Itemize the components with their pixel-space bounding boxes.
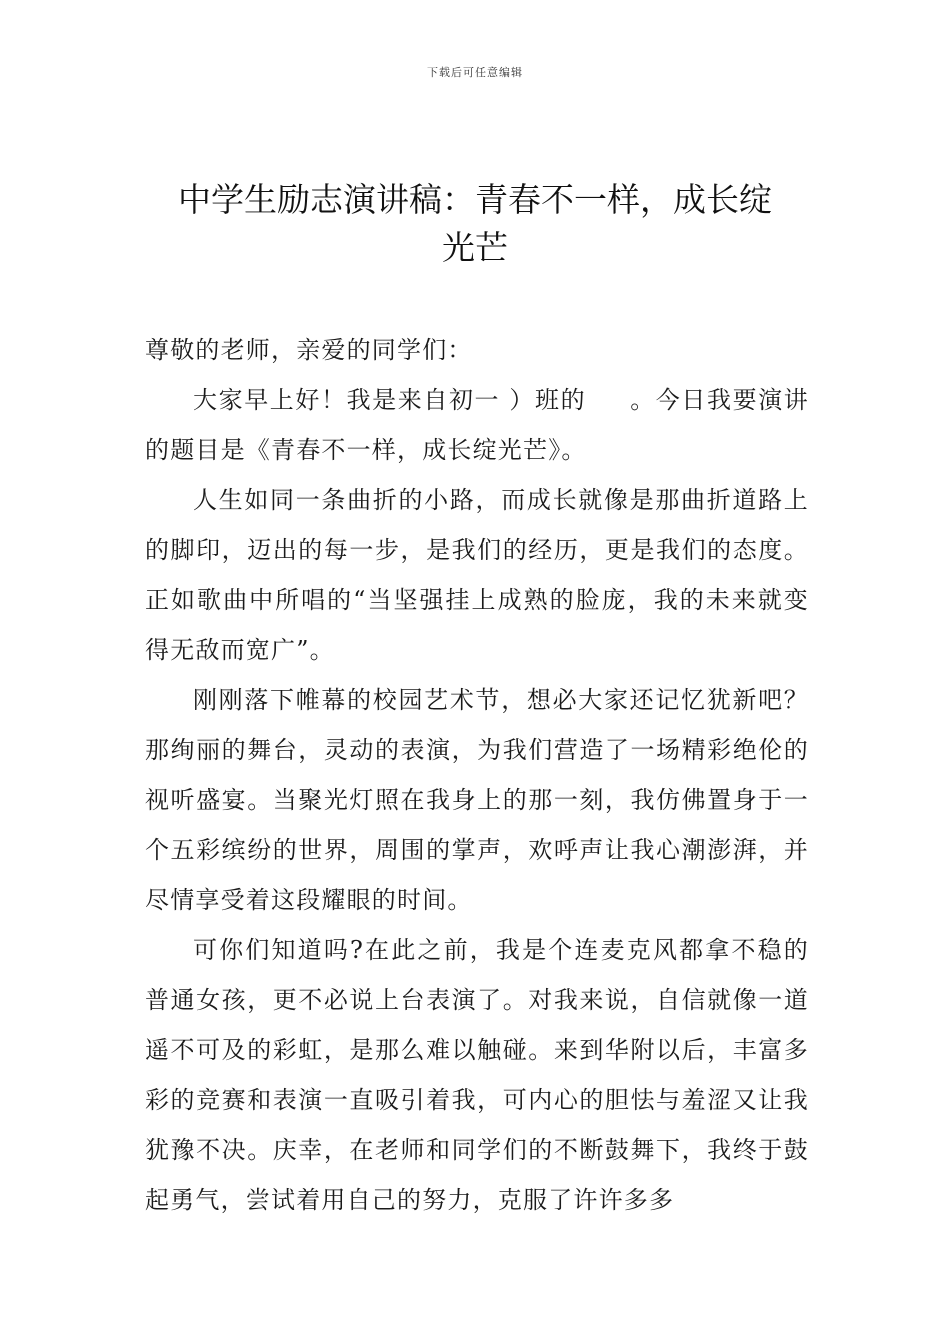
document-title-line-2: 光芒 [442,228,508,267]
greeting: 尊敬的老师，亲爱的同学们： [145,336,473,364]
paragraph-4: 可你们知道吗?在此之前，我是个连麦克风都拿不稳的普通女孩，更不必说上台表演了。对我来说，自信就像一道遥不可及的彩虹，是那么难以触碰。来到华附以后，丰富多彩的竞赛和表演一直吸引着我，可内心的胆怯与羞涩又让我犹豫不决。庆幸，在老师和同学们的不断鼓舞下，我终于鼓起勇气，尝试着用自己的努力，克服了许许多多 [145,936,809,1214]
document-body [145,325,809,1225]
page-header-note: 下载后可任意编辑 [427,66,523,79]
paragraph-1: 大家早上好！我是来自初一 ）班的 。今日我要演讲的题目是《青春不一样，成长绽光芒》。 [145,386,809,464]
document-title-line-1: 中学生励志演讲稿：青春不一样，成长绽 [178,180,772,219]
paragraph-3: 刚刚落下帷幕的校园艺术节，想必大家还记忆犹新吧？那绚丽的舞台，灵动的表演，为我们营造了一场精彩绝伦的视听盛宴。当聚光灯照在我身上的那一刻，我仿佛置身于一个五彩缤纷的世界，周围的掌声，欢呼声让我心潮澎湃，并尽情享受着这段耀眼的时间。 [145,686,809,914]
paragraph-2: 人生如同一条曲折的小路，而成长就像是那曲折道路上的脚印，迈出的每一步，是我们的经历，更是我们的态度。正如歌曲中所唱的“当坚强挂上成熟的脸庞，我的未来就变得无敌而宽广”。 [145,486,809,664]
document-title [130,176,820,272]
